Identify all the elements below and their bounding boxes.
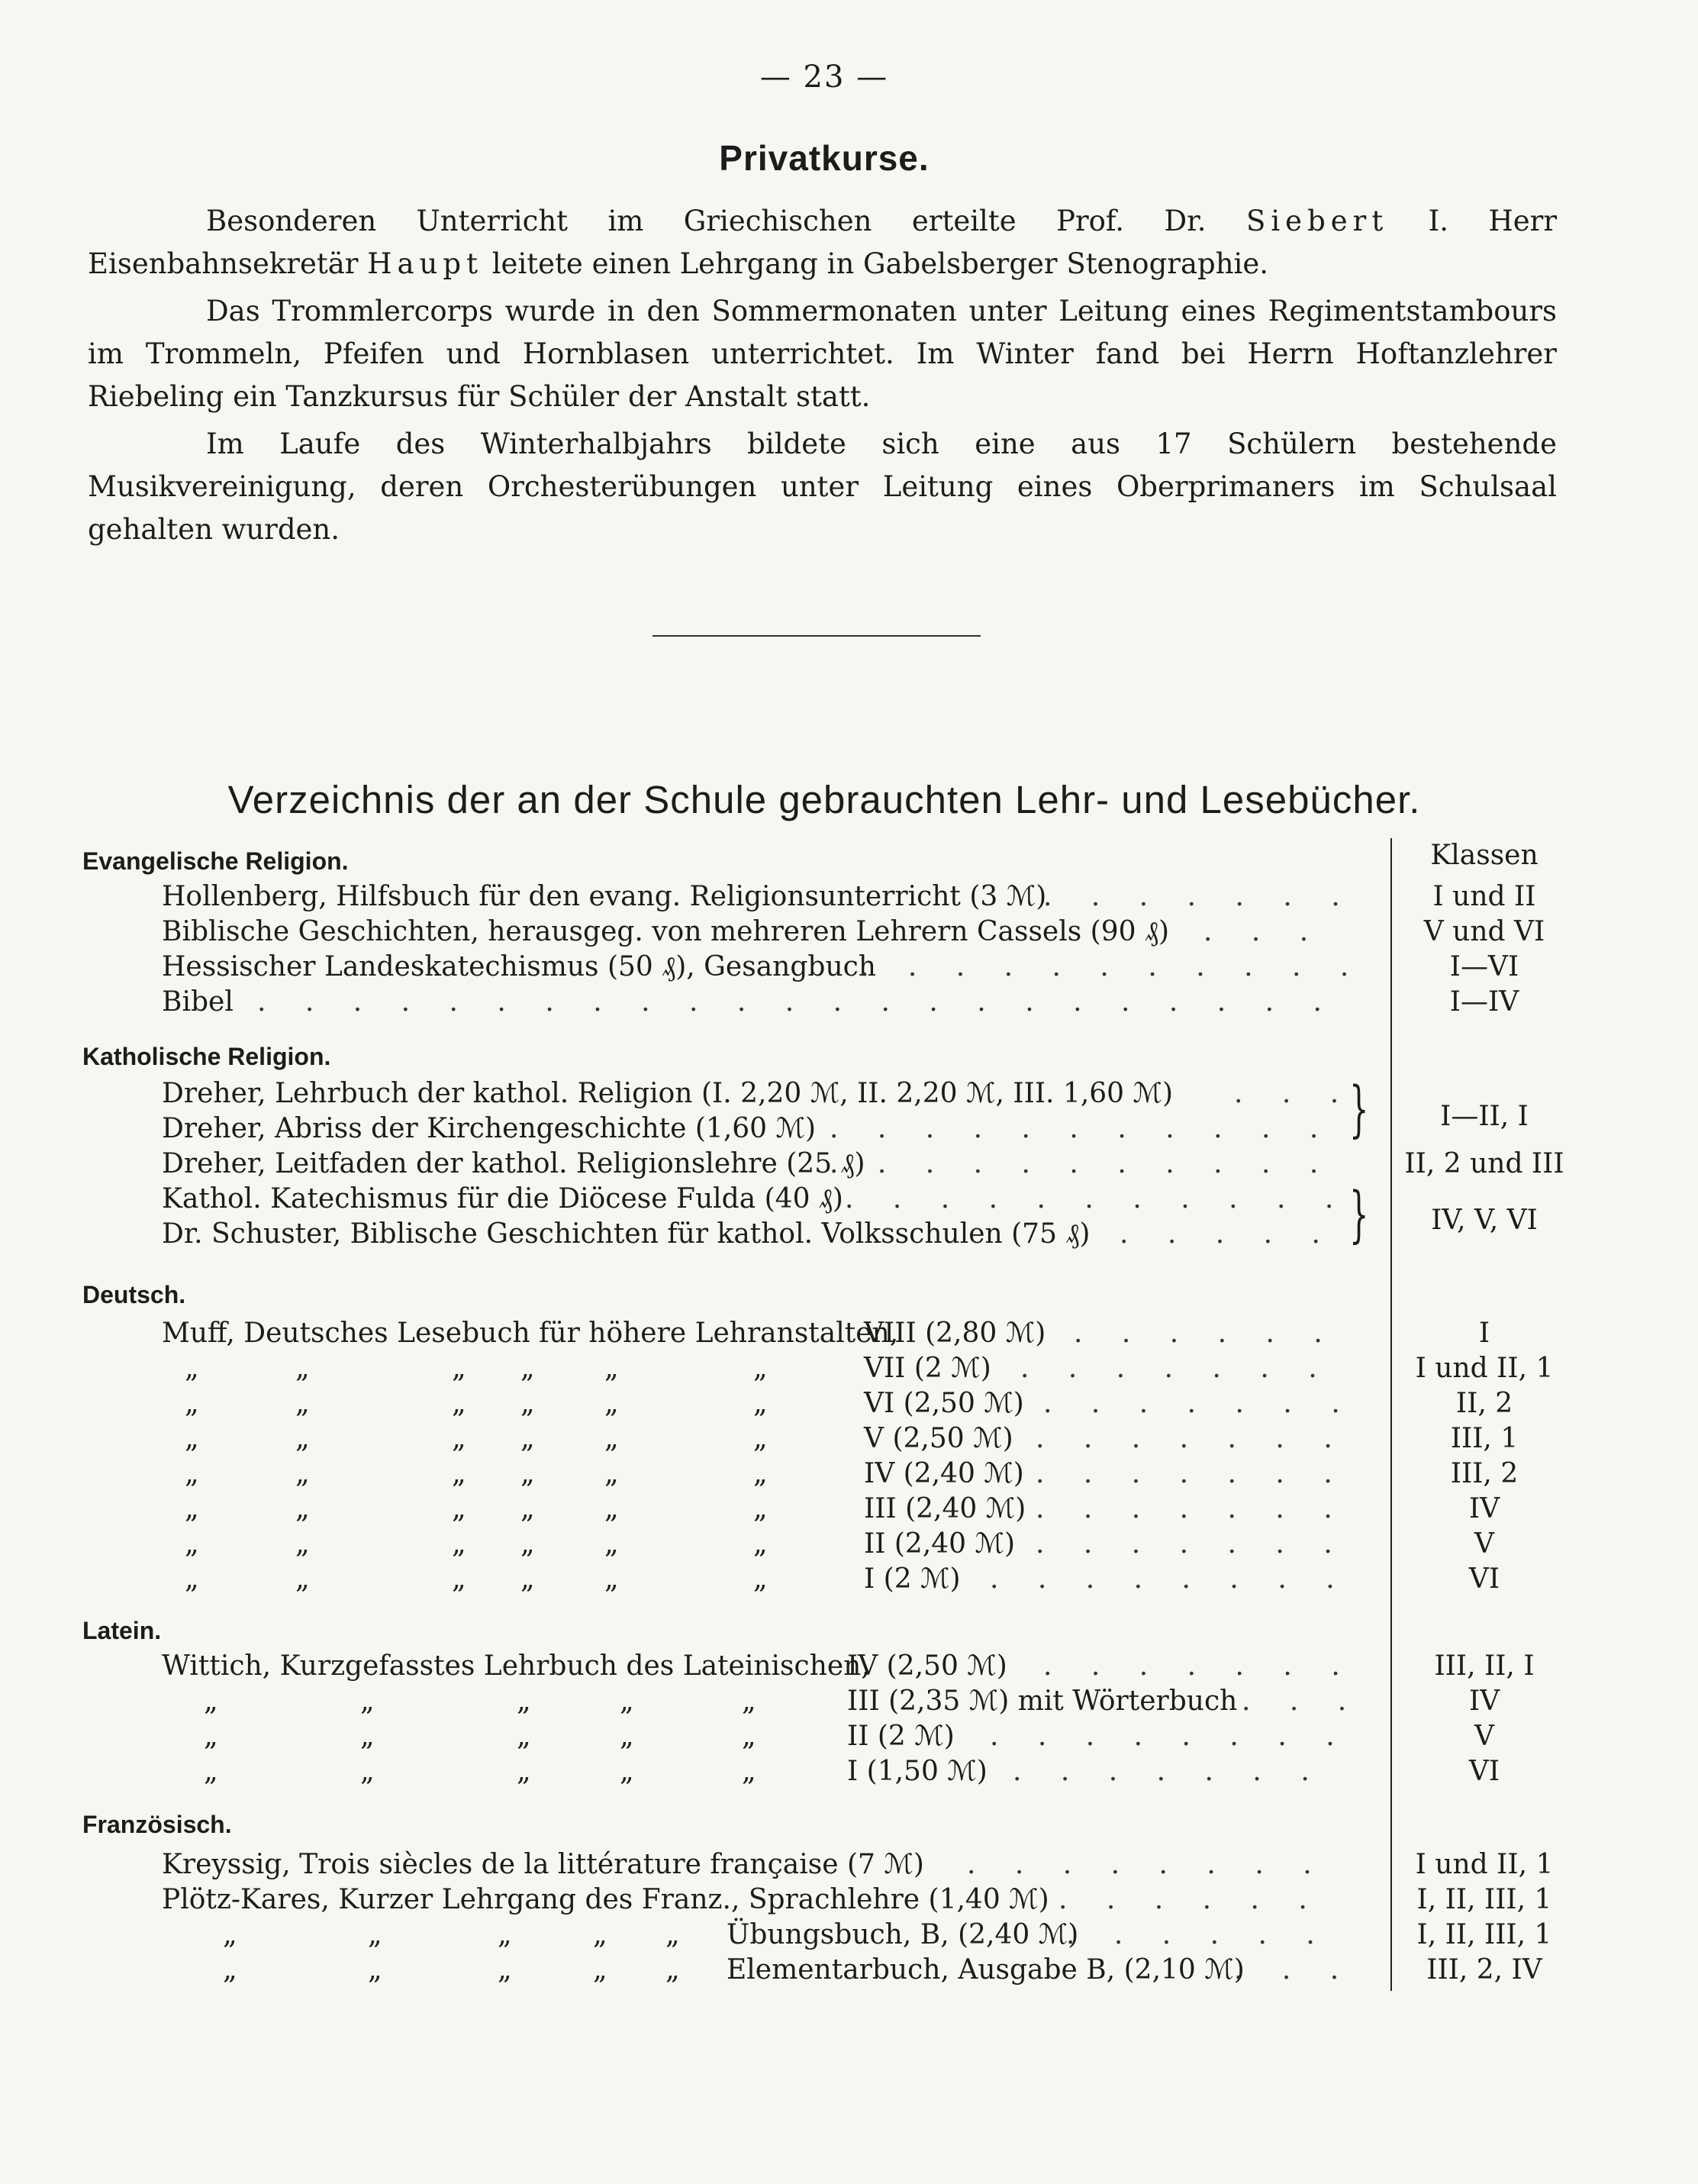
book-row	[162, 1719, 1348, 1754]
ditto-mark: „	[452, 1563, 466, 1595]
book-klassen: VI	[1468, 1563, 1500, 1595]
privatkurse-paragraph-3: Im Laufe des Winterhalbjahrs bildete sich eine aus 17 Schülern bestehende Musikvereinigung, deren Orchesterübungen unter Leitung eines Oberprimaners im Schulsaal gehalten wurden.	[88, 427, 1557, 546]
book-title: Kathol. Katechismus für die Diöcese Fulda (40 ₰)	[162, 1183, 843, 1215]
book-row	[162, 1111, 1348, 1147]
book-row	[162, 879, 1348, 915]
ditto-mark: „	[185, 1458, 199, 1489]
book-klassen: I—II, I	[1440, 1101, 1529, 1132]
ditto-mark: „	[520, 1353, 535, 1384]
book-klassen: IV, V, VI	[1431, 1205, 1538, 1236]
ditto-mark: „	[665, 1954, 680, 1986]
book-klassen: I und II, 1	[1415, 1849, 1554, 1880]
klassen-header: Klassen	[1430, 840, 1539, 871]
book-klassen: III, II, I	[1434, 1650, 1535, 1682]
ditto-mark: „	[185, 1388, 199, 1419]
ditto-mark: „	[368, 1919, 382, 1950]
ditto-mark: „	[185, 1563, 199, 1595]
volume-label: II (2 ℳ)	[847, 1721, 955, 1752]
book-title: Bibel	[162, 986, 234, 1018]
volume-label: IV (2,40 ℳ)	[864, 1458, 1024, 1489]
book-klassen: VI	[1468, 1756, 1500, 1787]
book-klassen: II, 2 und III	[1404, 1148, 1564, 1179]
volume-label: II (2,40 ℳ)	[864, 1528, 1016, 1560]
book-row	[162, 1918, 1348, 1953]
book-title: Dr. Schuster, Biblische Geschichten für kathol. Volksschulen (75 ₰)	[162, 1218, 1091, 1250]
privatkurse-paragraph-1	[88, 200, 1557, 286]
book-row	[162, 1147, 1348, 1182]
book-title: Wittich, Kurzgefasstes Lehrbuch des Lateinischen,	[162, 1650, 870, 1682]
leader-dots	[1043, 879, 1348, 915]
leader-dots	[1013, 1754, 1348, 1789]
leader-dots	[1036, 1457, 1348, 1492]
ditto-mark: „	[620, 1686, 634, 1717]
book-row	[162, 950, 1348, 985]
ditto-mark: „	[520, 1388, 535, 1419]
leader-dots	[1043, 1386, 1348, 1421]
ditto-mark: „	[604, 1528, 619, 1560]
leader-dots	[1043, 1649, 1348, 1684]
book-klassen: III, 2, IV	[1426, 1954, 1542, 1986]
leader-dots	[1036, 1421, 1348, 1457]
ditto-mark: „	[360, 1721, 375, 1752]
ditto-mark: „	[452, 1423, 466, 1454]
leader-dots	[1036, 1492, 1348, 1527]
ditto-mark: „	[223, 1919, 237, 1950]
ditto-mark: „	[593, 1954, 607, 1986]
ditto-mark: „	[753, 1388, 768, 1419]
book-klassen: I—VI	[1449, 951, 1519, 982]
volume-label: I (2 ℳ)	[864, 1563, 961, 1595]
ditto-mark: „	[742, 1686, 756, 1717]
ditto-mark: „	[360, 1686, 375, 1717]
ditto-mark: „	[452, 1528, 466, 1560]
book-klassen: I—IV	[1449, 986, 1519, 1018]
ditto-mark: „	[520, 1423, 535, 1454]
p1-text-c: leitete einen Lehrgang in Gabelsberger Stenographie.	[482, 247, 1269, 280]
leader-dots	[830, 1111, 1348, 1147]
ditto-mark: „	[604, 1388, 619, 1419]
book-row	[162, 1882, 1348, 1918]
ditto-mark: „	[620, 1756, 634, 1787]
ditto-mark: „	[295, 1423, 310, 1454]
p1-text-a: Besonderen Unterricht im Griechischen erteilte Prof. Dr.	[206, 205, 1246, 237]
heading-latein: Latein.	[82, 1617, 162, 1644]
ditto-mark: „	[520, 1563, 535, 1595]
ditto-mark: „	[452, 1458, 466, 1489]
ditto-mark: „	[498, 1919, 512, 1950]
leader-dots	[967, 1847, 1348, 1882]
book-title: Dreher, Abriss der Kirchengeschichte (1,60 ℳ)	[162, 1113, 817, 1144]
ditto-mark: „	[753, 1528, 768, 1560]
book-klassen: III, 1	[1450, 1423, 1519, 1454]
volume-label: VIII (2,80 ℳ)	[864, 1318, 1046, 1349]
ditto-mark: „	[185, 1493, 199, 1524]
ditto-mark: „	[368, 1954, 382, 1986]
book-row	[162, 1953, 1348, 1988]
book-row	[162, 1421, 1348, 1457]
volume-label: VII (2 ℳ)	[864, 1353, 991, 1384]
ditto-mark: „	[520, 1528, 535, 1560]
ditto-mark: „	[295, 1353, 310, 1384]
privatkurse-title: Privatkurse.	[719, 138, 930, 178]
ditto-mark: „	[204, 1686, 218, 1717]
leader-dots	[1203, 915, 1348, 950]
ditto-mark: „	[520, 1493, 535, 1524]
book-title: Plötz-Kares, Kurzer Lehrgang des Franz., Sprachlehre (1,40 ℳ)	[162, 1884, 1049, 1915]
ditto-mark: „	[753, 1353, 768, 1384]
ditto-mark: „	[753, 1423, 768, 1454]
volume-label: I (1,50 ℳ)	[847, 1756, 988, 1787]
klassen-column-rule	[1390, 838, 1392, 1991]
ditto-mark: „	[604, 1563, 619, 1595]
ditto-mark: „	[185, 1528, 199, 1560]
heading-franzoesisch: Französisch.	[82, 1811, 232, 1838]
book-row	[162, 1492, 1348, 1527]
ditto-mark: „	[452, 1388, 466, 1419]
book-title: Dreher, Lehrbuch der kathol. Religion (I. 2,20 ℳ, II. 2,20 ℳ, III. 1,60 ℳ)	[162, 1078, 1174, 1109]
ditto-mark: „	[753, 1493, 768, 1524]
book-row	[162, 1527, 1348, 1562]
brace-right: }	[1349, 1180, 1369, 1250]
ditto-mark: „	[360, 1756, 375, 1787]
leader-dots	[1234, 1076, 1348, 1111]
leader-dots	[1234, 1953, 1348, 1988]
book-title: Hollenberg, Hilfsbuch für den evang. Religionsunterricht (3 ℳ)	[162, 881, 1047, 912]
book-row	[162, 1182, 1348, 1217]
volume-label: V (2,50 ℳ)	[864, 1423, 1013, 1454]
leader-dots	[257, 985, 1348, 1020]
ditto-mark: „	[295, 1458, 310, 1489]
ditto-mark: „	[204, 1756, 218, 1787]
ditto-mark: „	[753, 1563, 768, 1595]
book-klassen: V	[1474, 1528, 1494, 1560]
book-row	[162, 1316, 1348, 1351]
ditto-mark: „	[452, 1493, 466, 1524]
leader-dots	[860, 950, 1348, 985]
ditto-mark: „	[517, 1686, 531, 1717]
ditto-mark: „	[498, 1954, 512, 1986]
book-klassen: I	[1478, 1318, 1490, 1349]
leader-dots	[990, 1719, 1348, 1754]
p1-name-siebert: Siebert	[1246, 205, 1389, 237]
ditto-mark: „	[742, 1721, 756, 1752]
book-title: Hessischer Landeskatechismus (50 ₰), Gesangbuch	[162, 951, 876, 982]
ditto-mark: „	[185, 1423, 199, 1454]
verzeichnis-title: Verzeichnis der an der Schule gebrauchten Lehr- und Lesebücher.	[227, 778, 1421, 821]
book-row	[162, 1684, 1348, 1719]
ditto-mark: „	[295, 1563, 310, 1595]
ditto-mark: „	[520, 1458, 535, 1489]
book-title: Muff, Deutsches Lesebuch für höhere Lehranstalten,	[162, 1318, 899, 1349]
book-row	[162, 1386, 1348, 1421]
ditto-mark: „	[742, 1756, 756, 1787]
ditto-mark: „	[295, 1528, 310, 1560]
book-klassen: I, II, III, 1	[1416, 1884, 1552, 1915]
book-title: Biblische Geschichten, herausgeg. von mehreren Lehrern Cassels (90 ₰)	[162, 916, 1170, 947]
ditto-mark: „	[452, 1353, 466, 1384]
volume-label: III (2,40 ℳ)	[864, 1493, 1026, 1524]
leader-dots	[1036, 1527, 1348, 1562]
privatkurse-text	[88, 200, 1557, 551]
book-row	[162, 1847, 1348, 1882]
ditto-mark: „	[604, 1458, 619, 1489]
book-klassen: I und II, 1	[1415, 1353, 1554, 1384]
ditto-mark: „	[295, 1388, 310, 1419]
book-klassen: I und II	[1432, 881, 1536, 912]
book-row	[162, 1562, 1348, 1597]
leader-dots	[1066, 1918, 1348, 1953]
book-row	[162, 985, 1348, 1020]
ditto-mark: „	[604, 1493, 619, 1524]
volume-label: IV (2,50 ℳ)	[847, 1650, 1007, 1682]
leader-dots	[990, 1562, 1348, 1597]
p1-text-b: I. Herr Eisenbahnsekretär	[88, 205, 1558, 280]
leader-dots	[845, 1182, 1348, 1217]
ditto-mark: „	[517, 1756, 531, 1787]
book-row	[162, 1351, 1348, 1386]
book-klassen: V und VI	[1423, 916, 1545, 947]
ditto-mark: „	[620, 1721, 634, 1752]
leader-dots	[1058, 1882, 1348, 1918]
volume-label: III (2,35 ℳ) mit Wörterbuch	[847, 1686, 1238, 1717]
heading-deutsch: Deutsch.	[82, 1281, 186, 1308]
ditto-mark: „	[204, 1721, 218, 1752]
ditto-mark: „	[593, 1919, 607, 1950]
book-klassen: IV	[1468, 1686, 1500, 1717]
heading-katholische-religion: Katholische Religion.	[82, 1043, 331, 1070]
book-title: Elementarbuch, Ausgabe B, (2,10 ℳ)	[727, 1954, 1245, 1986]
ditto-mark: „	[223, 1954, 237, 1986]
book-row	[162, 1457, 1348, 1492]
heading-evangelische-religion: Evangelische Religion.	[82, 847, 349, 875]
section-divider	[652, 635, 981, 637]
book-title: Dreher, Leitfaden der kathol. Religionslehre (25 ₰)	[162, 1148, 865, 1179]
leader-dots	[1074, 1316, 1348, 1351]
book-row	[162, 915, 1348, 950]
ditto-mark: „	[185, 1353, 199, 1384]
book-title: Kreyssig, Trois siècles de la littérature française (7 ℳ)	[162, 1849, 924, 1880]
ditto-mark: „	[295, 1493, 310, 1524]
book-row	[162, 1076, 1348, 1111]
book-klassen: V	[1474, 1721, 1494, 1752]
ditto-mark: „	[753, 1458, 768, 1489]
leader-dots	[1120, 1217, 1348, 1252]
leader-dots	[830, 1147, 1348, 1182]
book-row	[162, 1649, 1348, 1684]
brace-right: }	[1349, 1075, 1369, 1145]
privatkurse-paragraph-2: Das Trommlercorps wurde in den Sommermonaten unter Leitung eines Regimentstambours im Trommeln, Pfeifen und Hornblasen unterrichtet. Im Winter fand bei Herrn Hoftanzlehrer Riebeling ein Tanzkursus für Schüler der Anstalt statt.	[88, 295, 1557, 413]
book-klassen: II, 2	[1455, 1388, 1513, 1419]
book-klassen: IV	[1468, 1493, 1500, 1524]
page-number: — 23 —	[759, 60, 889, 95]
volume-label: VI (2,50 ℳ)	[864, 1388, 1024, 1419]
book-row	[162, 1754, 1348, 1789]
leader-dots	[1020, 1351, 1348, 1386]
ditto-mark: „	[517, 1721, 531, 1752]
book-klassen: I, II, III, 1	[1416, 1919, 1552, 1950]
book-row	[162, 1217, 1348, 1252]
book-title: Übungsbuch, B, (2,40 ℳ)	[727, 1919, 1079, 1950]
p1-name-haupt: Haupt	[367, 247, 483, 280]
book-klassen: III, 2	[1450, 1458, 1519, 1489]
ditto-mark: „	[604, 1423, 619, 1454]
ditto-mark: „	[604, 1353, 619, 1384]
leader-dots	[1242, 1684, 1348, 1719]
ditto-mark: „	[665, 1919, 680, 1950]
